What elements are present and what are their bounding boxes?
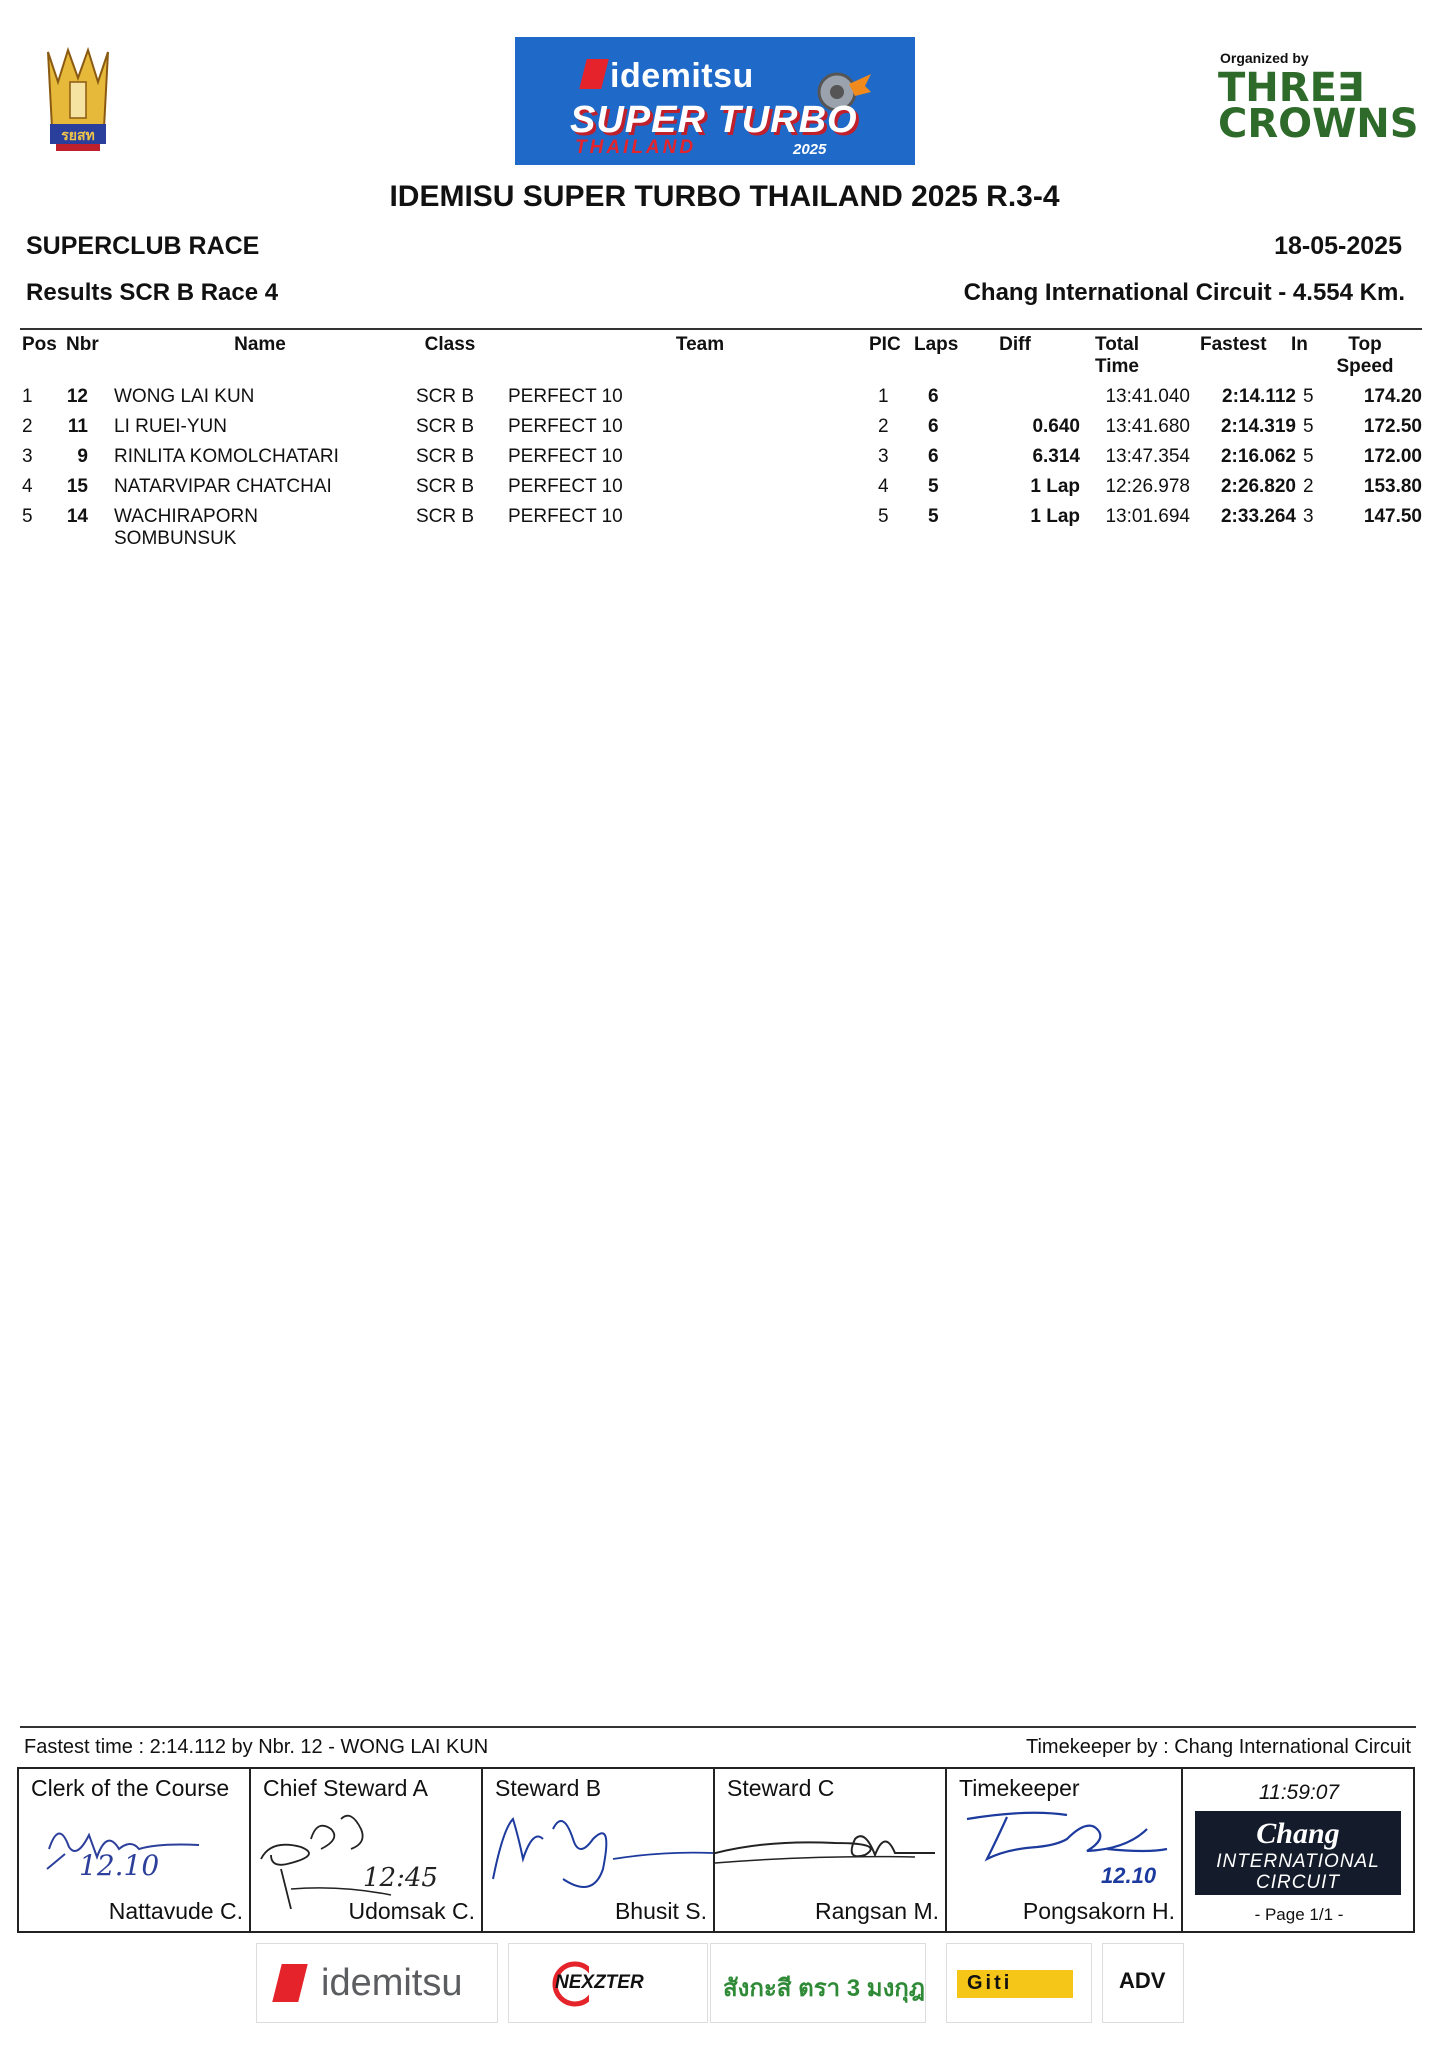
cell-speed: 147.50 <box>1363 506 1422 527</box>
cell-in: 3 <box>1303 506 1314 527</box>
cell-diff: 6.314 <box>1032 446 1080 467</box>
event-logo-subtitle: THAILAND <box>575 137 697 158</box>
chang-logo-line2: INTERNATIONAL <box>1216 1851 1380 1872</box>
organizer-label: Organized by <box>1220 50 1309 66</box>
header-total-time-2: Time <box>1094 356 1139 377</box>
cell-pos: 4 <box>22 476 33 497</box>
cell-name: LI RUEI-YUN <box>114 416 227 437</box>
organizer-logo-line2: CROWNS <box>1218 101 1419 147</box>
cell-total: 13:01.694 <box>1105 506 1190 527</box>
race-type: SUPERCLUB RACE <box>26 232 260 260</box>
header-pos: Pos <box>22 334 57 355</box>
cell-name2: SOMBUNSUK <box>114 528 237 549</box>
signature-clerk-of-course <box>19 1769 251 1931</box>
cell-name: WACHIRAPORN <box>114 506 258 527</box>
results-title: Results SCR B Race 4 <box>26 279 279 306</box>
header-in: In <box>1291 334 1308 355</box>
signature-steward-b <box>483 1769 715 1931</box>
organizer-logo <box>1218 65 1419 147</box>
cell-nbr: 11 <box>67 416 88 437</box>
cell-nbr: 14 <box>66 506 88 527</box>
header-team: Team <box>675 334 725 355</box>
signature-name: Pongsakorn H. <box>1022 1898 1175 1924</box>
signature-timekeeper <box>947 1769 1183 1931</box>
cell-team: PERFECT 10 <box>508 506 623 527</box>
cell-in: 5 <box>1303 416 1314 437</box>
handwritten-date: 12.10 <box>79 1849 160 1882</box>
cell-class: SCR B <box>416 416 475 437</box>
header-name: Name <box>234 334 286 355</box>
cell-laps: 5 <box>928 476 939 497</box>
cell-team: PERFECT 10 <box>508 416 623 437</box>
fastest-time-note: Fastest time : 2:14.112 by Nbr. 12 - WONG LAI KUN <box>24 1736 489 1758</box>
race-date: 18-05-2025 <box>1274 232 1402 260</box>
chang-circuit-logo <box>1195 1811 1401 1895</box>
event-logo-brand: idemitsu <box>610 57 754 95</box>
signature-table <box>17 1767 1415 1933</box>
sponsor-giti <box>946 1943 1092 2023</box>
cell-speed: 153.80 <box>1363 476 1422 497</box>
cell-diff: 0.640 <box>1032 416 1080 437</box>
signature-title: Timekeeper <box>959 1775 1080 1801</box>
cell-diff: 1 Lap <box>1030 476 1080 497</box>
cell-pic: 3 <box>878 446 889 467</box>
cell-speed: 174.20 <box>1363 386 1422 407</box>
cell-team: PERFECT 10 <box>508 446 623 467</box>
circuit-info: Chang International Circuit - 4.554 Km. <box>963 279 1405 306</box>
header-pic: PIC <box>869 334 901 355</box>
cell-nbr: 12 <box>66 386 88 407</box>
cell-laps: 6 <box>928 416 939 437</box>
header-fastest: Fastest <box>1200 334 1267 355</box>
header-class: Class <box>424 334 476 355</box>
organizer-logo-line1: THRE∃ <box>1218 65 1365 111</box>
header-laps: Laps <box>914 334 959 355</box>
cell-class: SCR B <box>416 506 475 527</box>
cell-diff: 1 Lap <box>1030 506 1080 527</box>
sponsor-nexzter <box>508 1943 708 2023</box>
signature-name: Nattavude C. <box>108 1898 243 1924</box>
header-nbr: Nbr <box>66 334 99 355</box>
sponsor-label: Giti <box>967 1972 1013 1994</box>
chang-logo-line1: Chang <box>1256 1817 1340 1850</box>
cell-pic: 4 <box>878 476 889 497</box>
sponsor-adv <box>1102 1943 1184 2023</box>
cell-total: 13:41.680 <box>1105 416 1190 437</box>
sponsor-label: NEXZTER <box>555 1972 644 1993</box>
sponsor-three-crowns-thai <box>710 1943 926 2023</box>
handwritten-date: 12.10 <box>1101 1863 1157 1888</box>
cell-fastest: 2:14.112 <box>1222 386 1296 407</box>
footer-rule <box>20 1726 1416 1728</box>
print-time: 11:59:07 <box>1258 1781 1340 1804</box>
cell-name: NATARVIPAR CHATCHAI <box>114 476 332 497</box>
cell-fastest: 2:26.820 <box>1220 476 1296 497</box>
event-logo-title: SUPER TURBO <box>570 99 858 141</box>
cell-team: PERFECT 10 <box>508 386 623 407</box>
cell-class: SCR B <box>416 446 475 467</box>
cell-nbr: 9 <box>77 446 88 467</box>
header-top-speed-2: Speed <box>1336 356 1394 377</box>
sponsor-label: idemitsu <box>321 1962 463 2004</box>
document-title: IDEMISU SUPER TURBO THAILAND 2025 R.3-4 <box>389 180 1060 213</box>
cell-laps: 6 <box>928 386 939 407</box>
event-logo <box>515 37 915 165</box>
signature-title: Steward B <box>495 1775 602 1801</box>
cell-name: RINLITA KOMOLCHATARI <box>114 446 339 467</box>
cell-laps: 6 <box>928 446 939 467</box>
page-number: - Page 1/1 - <box>1254 1905 1344 1924</box>
cell-pic: 5 <box>878 506 889 527</box>
cell-pic: 1 <box>878 386 889 407</box>
sponsor-idemitsu <box>256 1943 498 2023</box>
event-logo-year: 2025 <box>793 141 827 158</box>
cell-pos: 1 <box>22 386 33 407</box>
cell-in: 5 <box>1303 386 1314 407</box>
cell-fastest: 2:16.062 <box>1220 446 1296 467</box>
cell-pos: 5 <box>22 506 33 527</box>
signature-title: Clerk of the Course <box>31 1775 230 1801</box>
cell-class: SCR B <box>416 386 475 407</box>
chang-logo-line3: CIRCUIT <box>1255 1872 1341 1893</box>
signature-name: Udomsak C. <box>348 1898 475 1924</box>
header-diff: Diff <box>999 334 1031 355</box>
cell-pos: 2 <box>22 416 33 437</box>
association-logo-text: รยสท <box>61 127 95 143</box>
cell-laps: 5 <box>928 506 939 527</box>
sponsor-label: สังกะสี ตรา 3 มงกุฎ <box>723 1975 925 2002</box>
header-top-speed-1: Top <box>1348 334 1382 355</box>
timekeeper-note: Timekeeper by : Chang International Circuit <box>1026 1736 1411 1758</box>
cell-fastest: 2:14.319 <box>1220 416 1296 437</box>
table-top-rule <box>20 328 1422 330</box>
cell-pos: 3 <box>22 446 33 467</box>
idemitsu-mark-icon <box>579 59 608 89</box>
association-logo <box>42 42 114 154</box>
signature-chief-steward-a <box>251 1769 483 1931</box>
cell-total: 12:26.978 <box>1105 476 1190 497</box>
signature-name: Bhusit S. <box>614 1898 707 1924</box>
cell-team: PERFECT 10 <box>508 476 623 497</box>
handwritten-time: 12:45 <box>363 1863 438 1893</box>
idemitsu-mark-icon <box>272 1964 307 2002</box>
cell-name: WONG LAI KUN <box>114 386 255 407</box>
cell-pic: 2 <box>878 416 889 437</box>
handwritten-signature <box>715 1799 947 1899</box>
cell-speed: 172.00 <box>1363 446 1422 467</box>
handwritten-signature <box>483 1799 715 1909</box>
header-total-time-1: Total <box>1095 334 1139 355</box>
cell-fastest: 2:33.264 <box>1220 506 1296 527</box>
signature-title: Steward C <box>727 1775 835 1801</box>
cell-class: SCR B <box>416 476 475 497</box>
signature-name: Rangsan M. <box>814 1898 939 1924</box>
cell-in: 2 <box>1303 476 1314 497</box>
cell-total: 13:41.040 <box>1105 386 1190 407</box>
cell-speed: 172.50 <box>1363 416 1422 437</box>
cell-in: 5 <box>1303 446 1314 467</box>
cell-nbr: 15 <box>66 476 88 497</box>
signature-title: Chief Steward A <box>263 1775 428 1801</box>
circuit-logo-cell <box>1183 1769 1415 1931</box>
cell-total: 13:47.354 <box>1105 446 1190 467</box>
sponsor-label: ADV <box>1119 1968 1166 1993</box>
signature-steward-c <box>715 1769 947 1931</box>
